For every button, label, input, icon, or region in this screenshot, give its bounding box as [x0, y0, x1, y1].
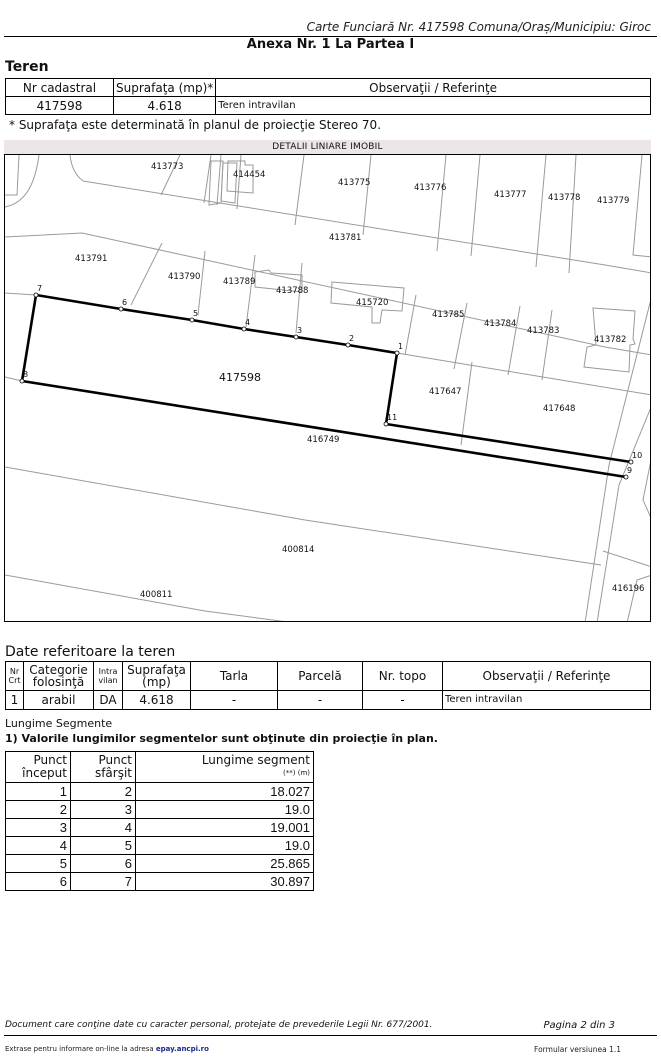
table-row: 4 5 19.0: [6, 837, 314, 855]
parcel-label: 413782: [594, 335, 627, 345]
parcel-label: 413789: [223, 277, 256, 287]
col-suprafata: Suprafaţa (mp)*: [114, 79, 216, 97]
boundary-point-label: 6: [122, 298, 128, 307]
col-observatii: Observaţii / Referinţe: [443, 662, 651, 691]
col-tarla: Tarla: [191, 662, 278, 691]
parcel-label: 415720: [356, 298, 389, 308]
col-nr-topo: Nr. topo: [363, 662, 443, 691]
segment-lengths-table: [5, 751, 314, 891]
lungime-segmente-title: Lungime Segmente: [5, 717, 113, 730]
lungime-segmente-note: 1) Valorile lungimilor segmentelor sunt obţinute din proiecţie în plan.: [5, 732, 438, 745]
parcel-label: 413773: [151, 162, 184, 172]
unit-label: (**) (m): [283, 769, 310, 777]
col-punct-inceput: Punct început: [6, 752, 71, 783]
parcel-label: 413784: [484, 319, 517, 329]
map-header: DETALII LINIARE IMOBIL: [4, 140, 651, 154]
categorie-value: arabil: [24, 691, 94, 710]
parcel-label: 413790: [168, 272, 201, 282]
parcel-label: 417648: [543, 404, 576, 414]
extras-note: Extrase pentru informare on-line la adresa epay.ancpi.ro: [5, 1045, 209, 1053]
privacy-disclaimer: Document care conţine date cu caracter personal, protejate de prevederile Legii Nr. 677/2001.: [5, 1020, 433, 1030]
epay-link[interactable]: epay.ancpi.ro: [155, 1045, 209, 1053]
boundary-point-label: 10: [632, 451, 643, 460]
parcel-label: 416749: [307, 435, 340, 445]
parcel-label: 417647: [429, 387, 462, 397]
intravilan-value: DA: [94, 691, 123, 710]
parcel-label: 413776: [414, 183, 447, 193]
teren-table-header: [6, 79, 651, 97]
col-lungime-segment: Lungime segment (**) (m): [136, 752, 314, 783]
table-row: 5 6 25.865: [6, 855, 314, 873]
parcel-label: 413788: [276, 286, 309, 296]
parcel-label: 413777: [494, 190, 527, 200]
document-header-title: Carte Funciară Nr. 417598 Comuna/Oraș/Municipiu: Giroc: [306, 20, 651, 34]
boundary-point-label: 9: [627, 466, 633, 475]
boundary-point-label: 1: [398, 342, 404, 351]
nr-topo-value: -: [363, 691, 443, 710]
teren-table: [5, 78, 651, 115]
page-number: Pagina 2 din 3: [543, 1020, 615, 1031]
boundary-point-label: 2: [349, 334, 355, 343]
segment-table-header: [6, 752, 314, 783]
nr-cadastral-value: 417598: [6, 97, 114, 115]
table-row: [6, 97, 651, 115]
col-parcela: Parcelă: [278, 662, 363, 691]
tarla-value: -: [191, 691, 278, 710]
map-drawing: [5, 155, 651, 622]
suprafata-value: 4.618: [114, 97, 216, 115]
observatii-value: Teren intravilan: [216, 97, 651, 115]
date-table-header: [6, 662, 651, 691]
teren-section-title: Teren: [5, 59, 49, 75]
parcel-label: 414454: [233, 170, 266, 180]
parcel-label: 416196: [612, 584, 645, 594]
suprafata-footnote: * Suprafaţa este determinată în planul de proiecţie Stereo 70.: [9, 118, 382, 132]
boundary-point-label: 7: [37, 284, 43, 293]
table-row: 6 7 30.897: [6, 873, 314, 891]
cadastral-map: [4, 154, 651, 622]
parcel-label: 413785: [432, 310, 465, 320]
date-referitoare-table: [5, 661, 651, 710]
suprafata-value: 4.618: [123, 691, 191, 710]
parcel-label: 400811: [140, 590, 173, 600]
parcel-label: 413775: [338, 178, 371, 188]
col-observatii: Observaţii / Referinţe: [216, 79, 651, 97]
annex-title: Anexa Nr. 1 La Partea I: [246, 37, 415, 52]
col-punct-sfarsit: Punct sfârşit: [71, 752, 136, 783]
boundary-point-label: 11: [387, 413, 398, 422]
table-row: 2 3 19.0: [6, 801, 314, 819]
col-categorie: Categorie folosinţă: [24, 662, 94, 691]
boundary-point-label: 5: [193, 309, 199, 318]
col-intravilan: Intra vilan: [94, 662, 123, 691]
footer-divider: [4, 1035, 657, 1036]
nr-crt-value: 1: [6, 691, 24, 710]
parcel-label: 400814: [282, 545, 315, 555]
boundary-point-label: 8: [23, 370, 29, 379]
boundary-point-label: 3: [297, 326, 303, 335]
parcel-label: 413778: [548, 193, 581, 203]
parcel-label: 413783: [527, 326, 560, 336]
parcel-label: 413781: [329, 233, 362, 243]
table-row: [6, 691, 651, 710]
table-row: 3 4 19.001: [6, 819, 314, 837]
parcel-label: 413791: [75, 254, 108, 264]
date-referitoare-title: Date referitoare la teren: [5, 644, 176, 660]
col-nr-crt: Nr Crt: [6, 662, 24, 691]
parcela-value: -: [278, 691, 363, 710]
col-nr-cadastral: Nr cadastral: [6, 79, 114, 97]
main-parcel-label: 417598: [219, 371, 261, 384]
table-row: 1 2 18.027: [6, 783, 314, 801]
col-suprafata: Suprafaţa (mp): [123, 662, 191, 691]
form-version: Formular versiunea 1.1: [534, 1045, 621, 1054]
parcel-label: 413779: [597, 196, 630, 206]
observatii-value: Teren intravilan: [443, 691, 651, 710]
boundary-point-label: 4: [245, 318, 251, 327]
